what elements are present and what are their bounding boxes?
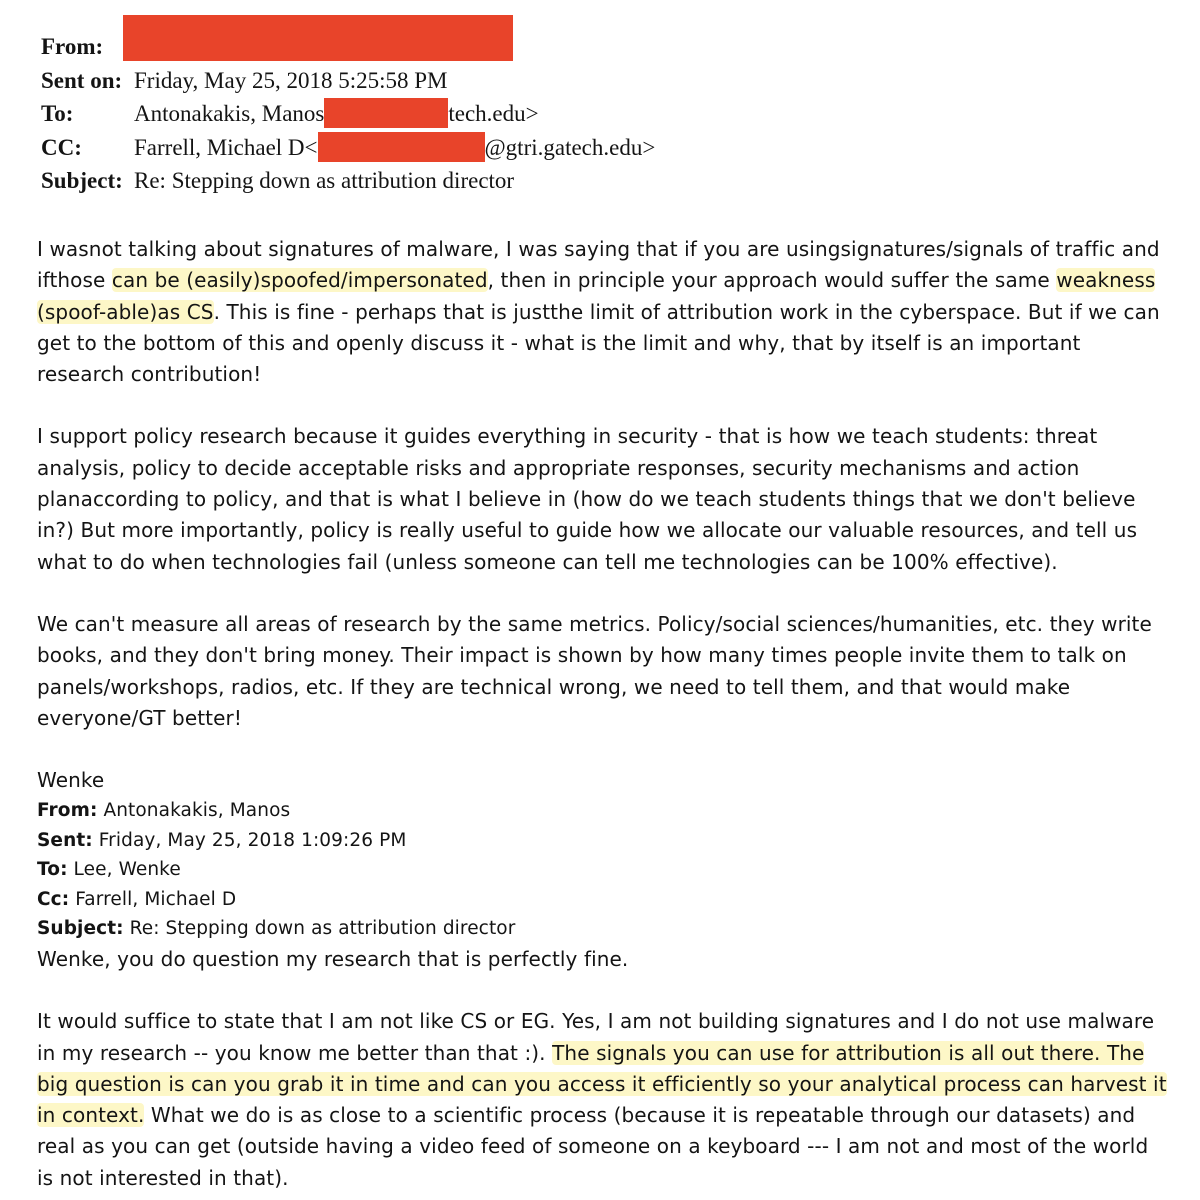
quoted-header xyxy=(37,796,1167,944)
reply-text: . This is fine - perhaps that is justthe limit of attribution work in the cyberspace. But if we can get to the bottom of this and openly discuss it - what is the limit and why, that by itself is an important research contribution! xyxy=(37,299,1160,387)
from-label: From: xyxy=(41,34,104,59)
quoted-sent-row xyxy=(37,826,1167,856)
quoted-cc-label: Cc: xyxy=(37,888,70,910)
sent-value: Friday, May 25, 2018 5:25:58 PM xyxy=(134,67,448,93)
to-suffix: tech.edu> xyxy=(448,101,539,126)
quoted-subject-label: Subject: xyxy=(37,918,124,940)
cc-label: CC: xyxy=(41,134,82,160)
reply-paragraph-3: We can't measure all areas of research by the same metrics. Policy/social sciences/humanities, etc. they write books, and they don't bring money. Their impact is shown by how many times people invite them to talk on panels/workshops, radios, etc. If they are technical wrong, we need to tell them, and that would make everyone/GT better! xyxy=(37,611,1152,730)
highlight-signals: The signals you can use for attribution is all out there. The big question is can you grab it in time and can you access it efficiently so your analytical process can harvest it in context. xyxy=(37,1040,1167,1128)
to-redaction xyxy=(324,98,448,128)
to-label: To: xyxy=(41,101,74,126)
quoted-sent-label: Sent: xyxy=(37,829,93,851)
cc-name: Farrell, Michael D< xyxy=(134,134,318,160)
quoted-to-value: Lee, Wenke xyxy=(67,859,181,881)
sent-label: Sent on: xyxy=(41,67,123,93)
reply-paragraph-2: I support policy research because it guides everything in security - that is how we teach students: threat analysis, policy to decide acceptable risks and appropriate responses, security mechanisms and action planaccording to policy, and that is what I believe in (how do we teach students things that we don't believe in?) But more importantly, policy is really useful to guide how we allocate our valuable resources, and tell us what to do when technologies fail (unless someone can tell me technologies can be 100% effective). xyxy=(37,424,1138,574)
from-redaction xyxy=(123,15,513,61)
subject-value: Re: Stepping down as attribution director xyxy=(134,168,515,193)
to-value xyxy=(134,97,539,131)
quoted-paragraph-2 xyxy=(37,1006,1167,1194)
quoted-subject-value: Re: Stepping down as attribution director xyxy=(123,918,516,940)
quoted-cc-value: Farrell, Michael D xyxy=(69,888,237,910)
quoted-paragraph-1: Wenke, you do question my research that is perfectly fine. xyxy=(37,946,629,971)
reply-text: , then in principle your approach would suffer the same xyxy=(487,268,1057,293)
quoted-cc-row xyxy=(37,885,1167,915)
subject-label: Subject: xyxy=(41,168,123,193)
to-name: Antonakakis, Manos xyxy=(134,101,325,126)
quoted-to-label: To: xyxy=(37,859,68,881)
quoted-from-label: From: xyxy=(37,800,98,822)
cc-redaction xyxy=(318,132,485,162)
quoted-from-row xyxy=(37,796,1167,826)
quoted-text: It would suffice to state that I am not like CS or EG. Yes, I am not building signatures and I do not use malware in my research -- you know me better than that :). xyxy=(37,1009,1155,1065)
highlight-spoofed: can be (easily)spoofed/impersonated xyxy=(111,268,488,293)
reply-text: I wasnot talking about signatures of malware, I was saying that if you are usingsignatures/signals of traffic and ifthose xyxy=(37,237,1160,293)
highlight-weakness: weakness (spoof-able)as CS xyxy=(37,268,1156,324)
cc-suffix: @gtri.gatech.edu> xyxy=(484,134,656,160)
signature: Wenke xyxy=(37,768,105,793)
email-body xyxy=(37,234,1167,1194)
quoted-from-value: Antonakakis, Manos xyxy=(97,800,291,822)
quoted-subject-row xyxy=(37,914,1167,944)
reply-paragraph-1 xyxy=(37,234,1167,390)
quoted-text: What we do is as close to a scientific process (because it is repeatable through our datasets) and real as you can get (outside having a video feed of someone on a keyboard --- I am not and most of the world is not interested in that). xyxy=(37,1103,1149,1190)
quoted-to-row xyxy=(37,855,1167,885)
cc-value xyxy=(134,131,655,165)
quoted-sent-value: Friday, May 25, 2018 1:09:26 PM xyxy=(92,829,407,851)
